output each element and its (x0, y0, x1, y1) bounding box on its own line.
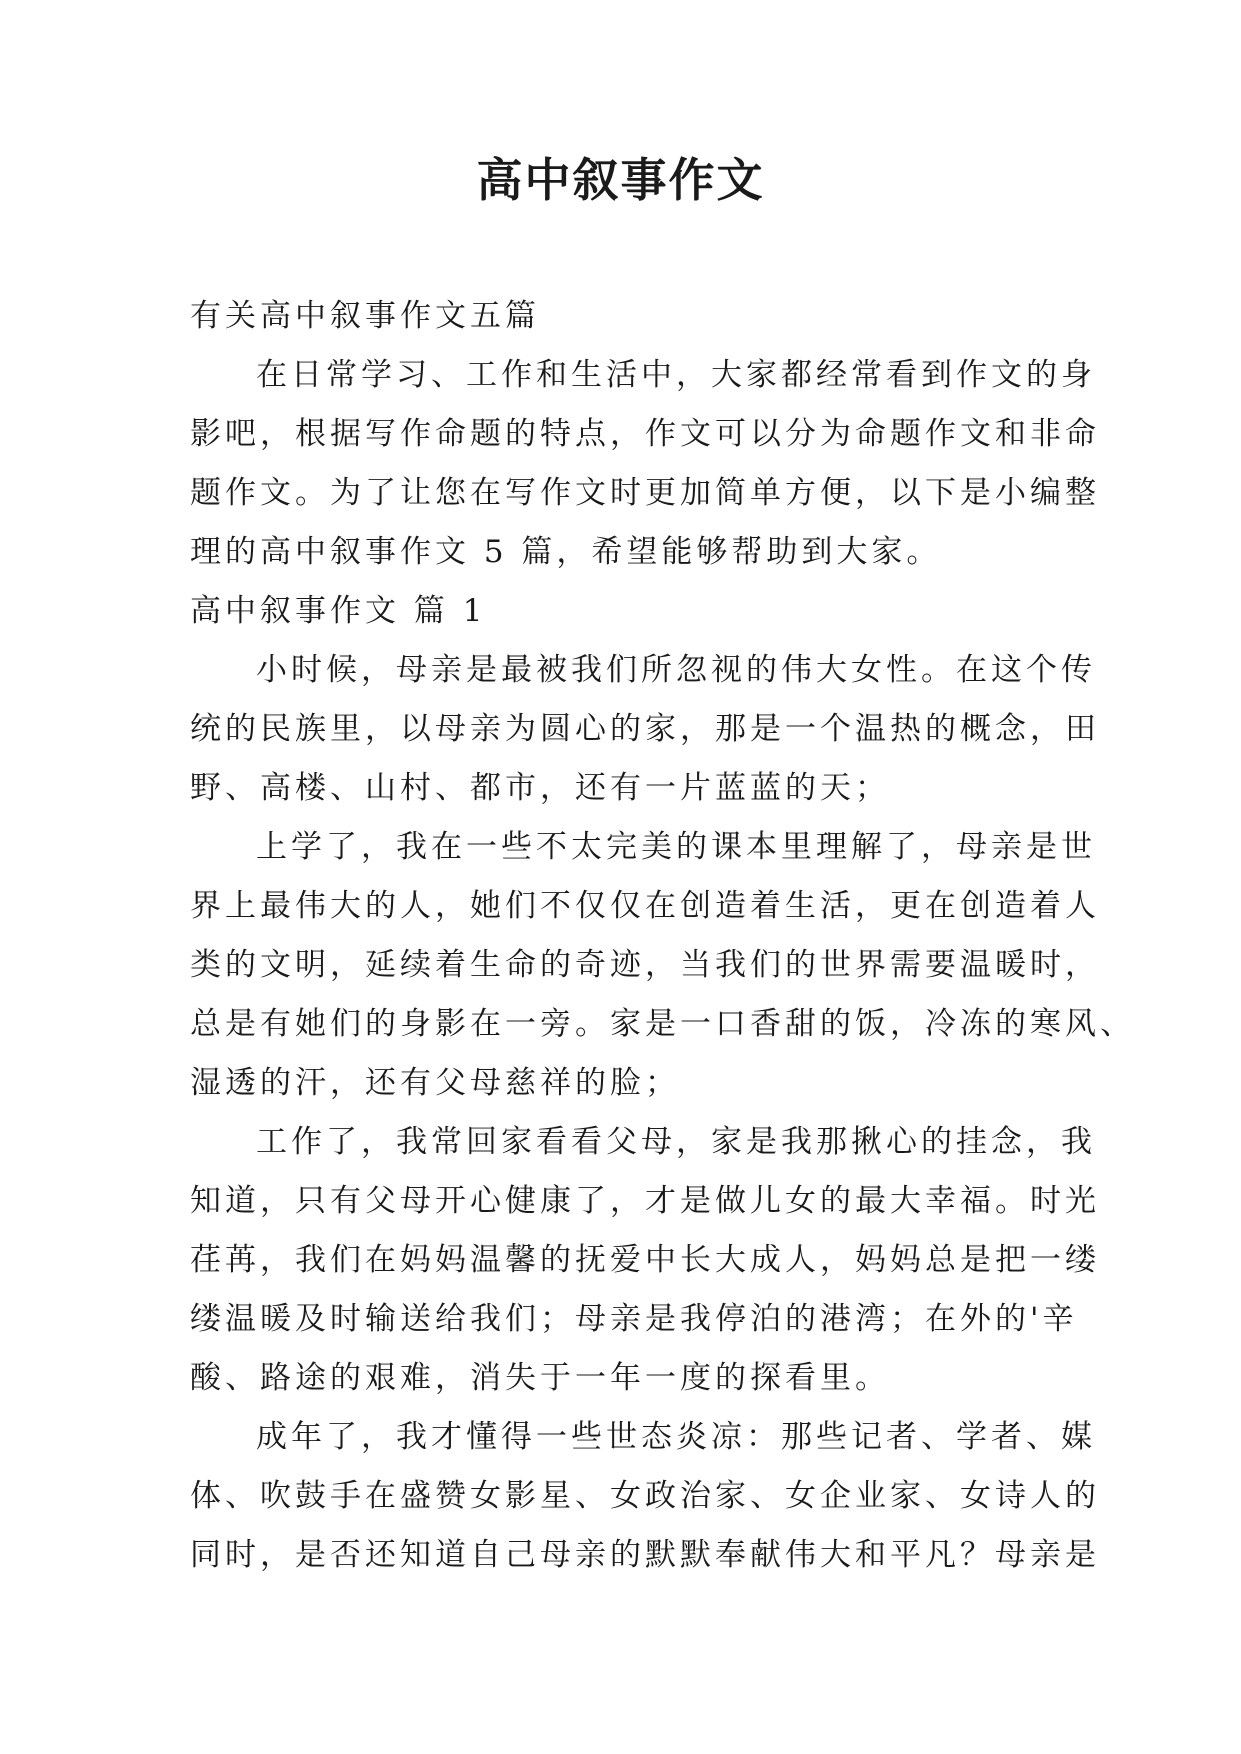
text-line: 类的文明，延续着生命的奇迹，当我们的世界需要温暖时， (190, 947, 1100, 983)
text-line: 总是有她们的身影在一旁。家是一口香甜的饭，冷冻的寒风、 (190, 1006, 1135, 1042)
text-line: 理的高中叙事作文 5 篇，希望能够帮助到大家。 (190, 534, 942, 570)
text-line: 酸、路途的艰难，消失于一年一度的探看里。 (190, 1360, 890, 1396)
document-body (190, 287, 1135, 1585)
text-line: 上学了，我在一些不太完美的课本里理解了，母亲是世 (256, 829, 1096, 865)
text-line: 影吧，根据写作命题的特点，作文可以分为命题作文和非命 (190, 416, 1100, 452)
text-line: 湿透的汗，还有父母慈祥的脸； (190, 1065, 680, 1101)
text-line: 体、吹鼓手在盛赞女影星、女政治家、女企业家、女诗人的 (190, 1478, 1100, 1514)
text-line: 野、高楼、山村、都市，还有一片蓝蓝的天； (190, 770, 890, 806)
text-line: 界上最伟大的人，她们不仅仅在创造着生活，更在创造着人 (190, 888, 1100, 924)
text-line: 小时候，母亲是最被我们所忽视的伟大女性。在这个传 (256, 652, 1096, 688)
document-title: 高中叙事作文 (476, 153, 765, 207)
text-line: 知道，只有父母开心健康了，才是做儿女的最大幸福。时光 (190, 1183, 1100, 1219)
text-line: 有关高中叙事作文五篇 (190, 298, 540, 334)
text-line: 缕温暖及时输送给我们；母亲是我停泊的港湾；在外的'辛 (190, 1301, 1078, 1337)
text-line: 题作文。为了让您在写作文时更加简单方便，以下是小编整 (190, 475, 1100, 511)
text-line: 工作了，我常回家看看父母，家是我那揪心的挂念，我 (256, 1124, 1096, 1160)
text-line: 统的民族里，以母亲为圆心的家，那是一个温热的概念，田 (190, 711, 1100, 747)
text-line: 在日常学习、工作和生活中，大家都经常看到作文的身 (256, 357, 1096, 393)
text-line: 同时，是否还知道自己母亲的默默奉献伟大和平凡？母亲是 (190, 1537, 1100, 1573)
text-line: 荏苒，我们在妈妈温馨的抚爱中长大成人，妈妈总是把一缕 (190, 1242, 1100, 1278)
text-line: 高中叙事作文 篇 1 (190, 593, 487, 629)
text-line: 成年了，我才懂得一些世态炎凉：那些记者、学者、媒 (256, 1419, 1096, 1455)
